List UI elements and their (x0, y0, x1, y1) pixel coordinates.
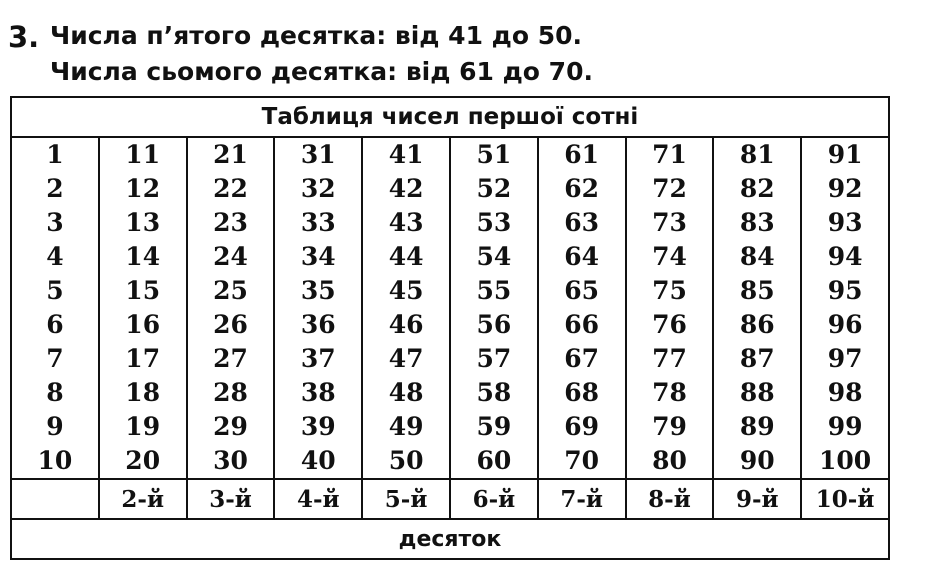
table-row (11, 342, 889, 376)
tens-label-cell: 10-й (801, 479, 889, 519)
table-row (11, 240, 889, 274)
number-cell: 50 (362, 444, 450, 479)
number-cell: 94 (801, 240, 889, 274)
number-cell: 22 (187, 172, 275, 206)
table-row (11, 444, 889, 479)
number-cell: 37 (274, 342, 362, 376)
number-cell: 61 (538, 137, 626, 172)
tens-label-cell: 6-й (450, 479, 538, 519)
number-cell: 52 (450, 172, 538, 206)
number-cell: 39 (274, 410, 362, 444)
number-cell: 18 (99, 376, 187, 410)
tens-label-cell: 3-й (187, 479, 275, 519)
table-row (11, 137, 889, 172)
table-row (11, 206, 889, 240)
number-cell: 93 (801, 206, 889, 240)
number-cell: 26 (187, 308, 275, 342)
table-row (11, 172, 889, 206)
number-cell: 79 (626, 410, 714, 444)
number-cell: 66 (538, 308, 626, 342)
hundred-table-container (10, 96, 890, 572)
number-cell: 41 (362, 137, 450, 172)
tens-label-cell: 5-й (362, 479, 450, 519)
number-cell: 86 (713, 308, 801, 342)
tens-label-cell: 2-й (99, 479, 187, 519)
number-cell: 25 (187, 274, 275, 308)
tens-label-cell: 7-й (538, 479, 626, 519)
number-cell: 95 (801, 274, 889, 308)
number-cell: 33 (274, 206, 362, 240)
number-cell: 8 (11, 376, 99, 410)
number-cell: 20 (99, 444, 187, 479)
number-cell: 42 (362, 172, 450, 206)
number-cell: 16 (99, 308, 187, 342)
number-cell: 62 (538, 172, 626, 206)
number-cell: 29 (187, 410, 275, 444)
number-cell: 36 (274, 308, 362, 342)
number-cell: 58 (450, 376, 538, 410)
number-cell: 47 (362, 342, 450, 376)
decade-footer-row (11, 519, 889, 559)
number-cell: 51 (450, 137, 538, 172)
number-cell: 85 (713, 274, 801, 308)
task-line-seventh-decade: Числа сьомого десятка: від 61 до 70. (50, 57, 593, 86)
task-header (0, 0, 928, 96)
number-cell: 87 (713, 342, 801, 376)
number-cell: 56 (450, 308, 538, 342)
number-cell: 98 (801, 376, 889, 410)
tens-label-cell (11, 479, 99, 519)
number-cell: 46 (362, 308, 450, 342)
number-cell: 67 (538, 342, 626, 376)
number-cell: 7 (11, 342, 99, 376)
tens-label-cell: 4-й (274, 479, 362, 519)
number-cell: 60 (450, 444, 538, 479)
table-row (11, 410, 889, 444)
number-cell: 3 (11, 206, 99, 240)
number-cell: 30 (187, 444, 275, 479)
number-cell: 14 (99, 240, 187, 274)
number-cell: 70 (538, 444, 626, 479)
number-cell: 17 (99, 342, 187, 376)
table-row (11, 274, 889, 308)
number-cell: 90 (713, 444, 801, 479)
number-cell: 27 (187, 342, 275, 376)
number-cell: 32 (274, 172, 362, 206)
number-cell: 71 (626, 137, 714, 172)
task-number: 3. (8, 20, 40, 54)
number-cell: 13 (99, 206, 187, 240)
table-title-row (11, 97, 889, 137)
number-cell: 45 (362, 274, 450, 308)
number-cell: 6 (11, 308, 99, 342)
number-cell: 1 (11, 137, 99, 172)
number-cell: 82 (713, 172, 801, 206)
number-cell: 19 (99, 410, 187, 444)
number-cell: 59 (450, 410, 538, 444)
number-cell: 4 (11, 240, 99, 274)
number-cell: 21 (187, 137, 275, 172)
number-cell: 74 (626, 240, 714, 274)
number-cell: 97 (801, 342, 889, 376)
decade-footer-label: десяток (11, 519, 889, 559)
number-cell: 96 (801, 308, 889, 342)
number-cell: 34 (274, 240, 362, 274)
number-cell: 69 (538, 410, 626, 444)
number-cell: 11 (99, 137, 187, 172)
table-row (11, 308, 889, 342)
tens-label-row (11, 479, 889, 519)
number-cell: 57 (450, 342, 538, 376)
number-cell: 12 (99, 172, 187, 206)
number-cell: 72 (626, 172, 714, 206)
number-cell: 38 (274, 376, 362, 410)
number-cell: 77 (626, 342, 714, 376)
number-cell: 73 (626, 206, 714, 240)
number-cell: 89 (713, 410, 801, 444)
number-cell: 35 (274, 274, 362, 308)
number-cell: 24 (187, 240, 275, 274)
number-cell: 9 (11, 410, 99, 444)
tens-label-cell: 8-й (626, 479, 714, 519)
number-cell: 2 (11, 172, 99, 206)
number-cell: 75 (626, 274, 714, 308)
number-cell: 99 (801, 410, 889, 444)
number-cell: 68 (538, 376, 626, 410)
number-cell: 80 (626, 444, 714, 479)
number-cell: 5 (11, 274, 99, 308)
number-cell: 84 (713, 240, 801, 274)
number-cell: 31 (274, 137, 362, 172)
number-cell: 92 (801, 172, 889, 206)
number-cell: 44 (362, 240, 450, 274)
number-cell: 43 (362, 206, 450, 240)
number-cell: 78 (626, 376, 714, 410)
number-cell: 55 (450, 274, 538, 308)
tens-label-cell: 9-й (713, 479, 801, 519)
number-cell: 63 (538, 206, 626, 240)
number-cell: 83 (713, 206, 801, 240)
number-cell: 23 (187, 206, 275, 240)
number-cell: 28 (187, 376, 275, 410)
number-cell: 100 (801, 444, 889, 479)
number-cell: 49 (362, 410, 450, 444)
table-row (11, 376, 889, 410)
number-cell: 48 (362, 376, 450, 410)
task-line-fifth-decade: Числа п’ятого десятка: від 41 до 50. (50, 21, 583, 50)
hundred-table (10, 96, 890, 560)
number-cell: 76 (626, 308, 714, 342)
number-cell: 53 (450, 206, 538, 240)
number-cell: 15 (99, 274, 187, 308)
number-cell: 91 (801, 137, 889, 172)
table-title: Таблиця чисел першої сотні (11, 97, 889, 137)
number-cell: 88 (713, 376, 801, 410)
number-cell: 10 (11, 444, 99, 479)
number-cell: 65 (538, 274, 626, 308)
number-cell: 40 (274, 444, 362, 479)
number-cell: 81 (713, 137, 801, 172)
number-cell: 54 (450, 240, 538, 274)
number-cell: 64 (538, 240, 626, 274)
